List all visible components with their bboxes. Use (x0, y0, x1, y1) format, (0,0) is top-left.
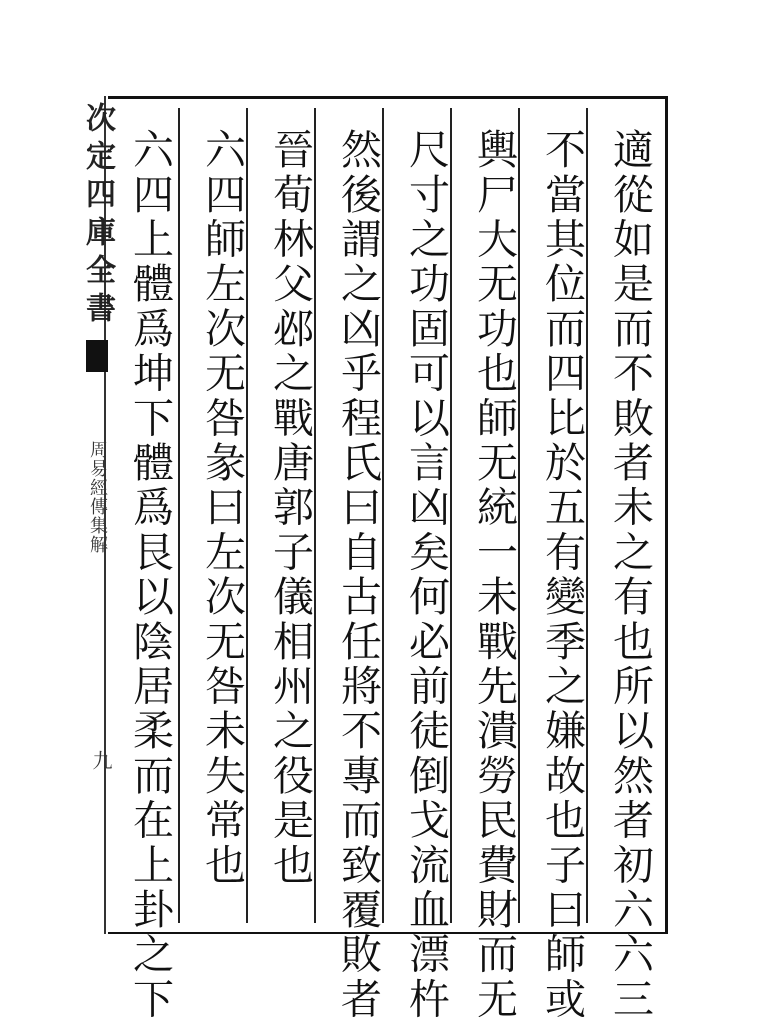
text-column: 尺寸之功固可以言凶矣何必前徒倒戈流血漂杵 (402, 128, 450, 1022)
side-title: 次定四庫全書 (80, 102, 115, 330)
text-column: 晉荀林父邲之戰唐郭子儀相州之役是也 (266, 128, 314, 888)
fish-tail-mark-icon (86, 340, 108, 372)
side-book-title: 周易經傳集解 (87, 440, 108, 554)
text-column: 適從如是而不敗者未之有也所以然者初六六三 (606, 128, 654, 1022)
text-column: 六四上體爲坤下體爲艮以陰居柔而在上卦之下 (126, 128, 174, 1022)
side-page-number: 九 (89, 750, 113, 770)
text-column: 然後謂之凶乎程氏曰自古任將不專而致覆敗者 (334, 128, 382, 1022)
text-column: 不當其位而四比於五有變季之嫌故也子曰師或 (538, 128, 586, 1022)
column-rule (178, 108, 180, 923)
text-column: 輿尸大无功也師无統一未戰先潰勞民費財而无 (470, 128, 518, 1022)
text-column: 六四師左次无咎彖曰左次无咎未失常也 (198, 128, 246, 888)
